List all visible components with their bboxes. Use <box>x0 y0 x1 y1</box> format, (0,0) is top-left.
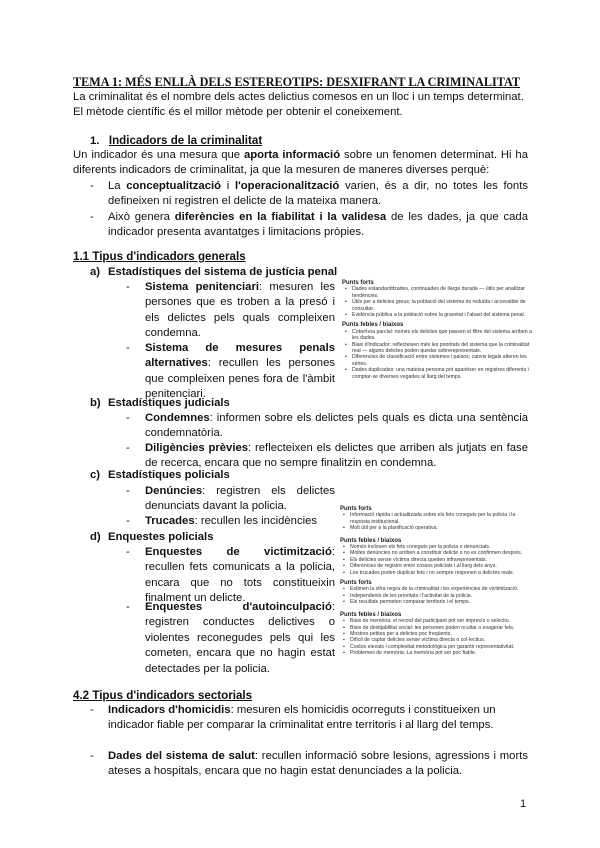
section-1-1-heading: 1.1 Tipus d'indicadors generals <box>73 250 246 263</box>
bullet-dash: - <box>90 704 94 716</box>
item-d-bullet-1: Enquestes de victimització: recullen fets comunicats a la policia, encara que no tots constitueixin finalment un delicte. <box>145 546 335 605</box>
section-1-bullet-2: Això genera diferències en la fiabilitat i la validesa de les dades, ja que cada indicador presenta avantatges i limitacions pròpies. <box>108 211 528 239</box>
item-a-heading: Estadístiques del sistema de justícia penal <box>108 266 338 278</box>
intro-line-2: El mètode científic és el millor mètode per obtenir el coneixement. <box>73 106 403 118</box>
section-1-paragraph: Un indicador és una mesura que aporta informació sobre un fenomen determinat. Hi ha diferents indicadors de criminalitat, ja que la mesuren de maneres diverses perquè: <box>73 149 528 177</box>
item-a-label: a) <box>90 266 101 278</box>
side-note-justice-stats: Punts forts ▪ Dades estandarditzades, continuades de llarga durada — útils per analitzar tendències. ▪ Útils per a delictes greus; la població del sistema és reduïda i accessible de consultar. ▪ Evidència pública a la població sobre la gravetat i l'abast del sistema penal. Punts febles / biaixos ▪ Cobertura parcial: només els delictes que passen el filtre del sistema arriben a les dades. ▪ Biaix d'indicador: reflecteixen més les prioritats del sistema que la criminalitat real — alguns delictes poden quedar sobrerepresentats. ▪ Diferències de classificació entre sistemes i països; canvis legals alteren les sèries. ▪ Dades duplicades: una mateixa persona pot aparèixer en registres diferents i comptar-se diverses vegades al llarg del temps. <box>342 280 532 380</box>
item-c-heading: Estadístiques policials <box>108 469 230 481</box>
section-4-2-bullet-1: Indicadors d'homicidis: mesuren els homicidis ocorreguts i constitueixen un indicador fiable per comparar la criminalitat entre territoris i al llarg del temps. <box>108 704 496 732</box>
bullet-dash: - <box>126 601 130 613</box>
section-1-bullet-1: La conceptualització i l'operacionalització varien, és a dir, no totes les fonts defineixen ni registren el delicte de la mateixa manera. <box>108 180 528 208</box>
bullet-dash: - <box>126 515 130 527</box>
item-b-bullet-2: Diligències prèvies: reflecteixen els delictes que arriben als jutjats en fase de recerca, encara que no sempre finalitzin en condemna. <box>145 442 528 470</box>
section-1-heading: 1. Indicadors de la criminalitat <box>90 134 263 147</box>
item-d-label: d) <box>90 531 101 543</box>
item-c-bullet-2: Trucades: recullen les incidències <box>145 515 318 527</box>
bullet-dash: - <box>90 211 94 223</box>
item-a-bullet-2: Sistema de mesures penals alternatives: recullen les persones que compleixen penes fora de l'àmbit penitenciari. <box>145 342 335 401</box>
side-note-police-surveys: Punts forts ▪ Informació ràpida i actualitzada sobre els fets coneguts per la policia i la resposta institucional. ▪ Molt útil per a la planificació operativa. Punts febles / biaixos ▪ Només inclouen els fets coneguts per la policia o denunciats. ▪ Moltes denúncies no arriben a constituir delicte o no es confirmen després. ▪ Els delictes sense víctima directa queden infrarepresentats. ▪ Diferències de registre entre cossos policials i al llarg dels anys. ▪ Les trucades poden duplicar fets i no sempre responen a delictes reals. Punts forts ▪ Estimen la xifra negra de la criminalitat i les experiències de victimització. ▪ Independents de les prioritats i l'activitat de la policia. ▪ Els resultats permeten comparar territoris i el temps. Punts febles / biaixos ▪ Biaix de memòria: el record del participant pot ser imprecís o selectiu. ▪ Biaix de desitjabilitat social: les persones poden ocultar o exagerar fets. ▪ Mostres petites per a delictes poc freqüents. ▪ Difícil de captar delictes sense víctima directa o col·lectius. ▪ Costos elevats i complexitat metodològica per garantir representativitat. ▪ Problemes de memòria: La memòria pot ser poc fiable. <box>340 506 530 657</box>
bullet-dash: - <box>126 442 130 454</box>
item-b-label: b) <box>90 397 101 409</box>
page-title: TEMA 1: MÉS ENLLÀ DELS ESTEREOTIPS: DESXIFRANT LA CRIMINALITAT <box>73 75 520 89</box>
section-4-2-heading: 4.2 Tipus d'indicadors sectorials <box>73 689 253 702</box>
item-d-heading: Enquestes policials <box>108 531 214 543</box>
item-b-heading: Estadístiques judicials <box>108 397 230 409</box>
bullet-dash: - <box>90 180 94 192</box>
item-a-bullet-1: Sistema penitenciari: mesuren les persones que es troben a la presó i els delictes pels quals compleixen condemna. <box>145 281 336 340</box>
item-b-bullet-1: Condemnes: informen sobre els delictes pels quals es dicta una sentència condemnatòria. <box>145 412 528 440</box>
bullet-dash: - <box>126 342 130 354</box>
section-4-2-bullet-2: Dades del sistema de salut: recullen informació sobre lesions, agressions i morts ateses a hospitals, encara que no hagin estat denunciades a la policia. <box>108 750 528 778</box>
item-d-bullet-2: Enquestes d'autoinculpació: registren conductes delictives o violentes reconegudes pels qui les cometen, encara que no hagin estat detectades per la policia. <box>145 601 335 675</box>
page-number: 1 <box>520 798 527 810</box>
intro-line-1: La criminalitat és el nombre dels actes delictius comesos en un lloc i un temps determinat. <box>73 91 524 103</box>
bullet-dash: - <box>126 412 130 424</box>
bullet-dash: - <box>126 281 130 293</box>
bullet-dash: - <box>126 485 130 497</box>
bullet-dash: - <box>126 546 130 558</box>
bullet-dash: - <box>90 750 94 762</box>
item-c-bullet-1: Denúncies: registren els delictes denunciats davant la policia. <box>145 485 335 513</box>
item-c-label: c) <box>90 469 101 481</box>
